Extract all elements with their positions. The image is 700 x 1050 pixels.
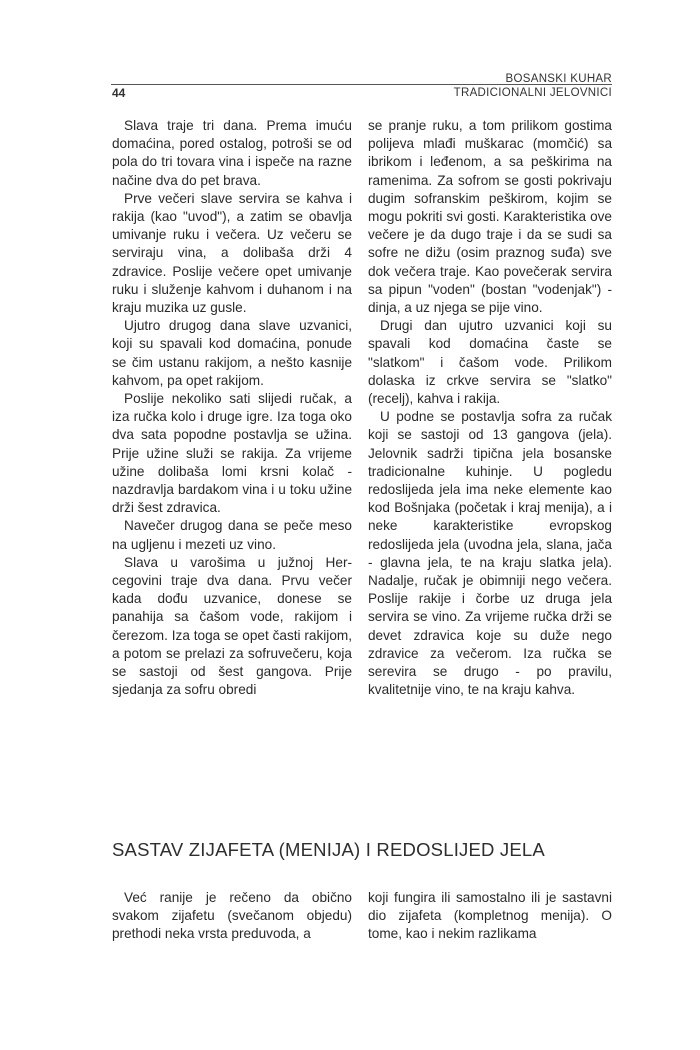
text-column-left	[112, 117, 352, 700]
paragraph: U podne se postavlja sofra za ručak koji se sastoji od 13 gangova (jela). Jelovnik sadrži tipična jela bosanske tradicionalne kuhinje. U pogledu redoslijeda jela ima neke elemente kao kod Bošnjaka (početak i kraj menija), a i neke karakteristike evropskog redoslijeda jela (uvodna jela, slana, jača - glavna jela, te na kraju slatka jela). Nadalje, ručak je obimniji nego večera. Poslije rakije i čorbe uz druga jela servira se vino. Za vrijeme ručka drži se devet zdravica koje su duže nego zdravice za večerom. Iza ručka se serevira se drugo - po pravilu, kvalitetnije vino, te na kraju kahva.	[368, 409, 612, 698]
paragraph: Slava traje tri dana. Prema imuću domaćina, pored ostalog, potroši se od pola do tri tovara vina i ispeče na razne načine dva do pet brava.	[112, 118, 352, 188]
section-heading: SASTAV ZIJAFETA (MENIJA) I REDOSLIJED JELA	[112, 839, 545, 860]
paragraph: se pranje ruku, a tom prilikom gostima polijeva mlađi muškarac (momčić) sa ibrikom i leđenom, a sa peškirima na ramenima. Za sofrom se gosti pokrivaju dugim sofranskim peškirom, kojim se mogu pokriti svi gosti. Karakteristika ove večere je da dugo traje i da se sudi sa sofre ne dižu (osim praznog suđa) sve dok večera traje. Kao povečerak servira sa pipun "voden" (bostan "vodenjak") - dinja, a uz njega se pije vino.	[368, 118, 612, 316]
paragraph: Prve večeri slave servira se kahva i rakija (kao "uvod"), a zatim se obavlja umivanje ruku i večera. Uz večeru se serviraju vina, a dolibaša drži 4 zdravice. Poslije večere opet umivanje ruku i služenje kahvom i duhanom i na kraju muzika uz gusle.	[112, 190, 352, 316]
running-header	[312, 72, 612, 100]
header-rule	[111, 84, 612, 85]
paragraph: Već ranije je rečeno da obično svakom zijafetu (svečanom objedu) prethodi neka vrsta preduvoda, a	[112, 890, 352, 942]
paragraph: Poslije nekoliko sati slijedi ručak, a iza ručka kolo i druge igre. Iza toga oko dva sata popodne postavlja se užina. Prije užine služi se rakija. Za vrijeme užine dolibaša lomi krsni kolač - nazdravlja bardakom vina i u toku užine drži šest zdravica.	[112, 391, 352, 516]
section-text-right	[368, 889, 612, 944]
chapter-title: TRADICIONALNI JELOVNICI	[453, 87, 612, 99]
book-title: BOSANSKI KUHAR	[505, 73, 612, 85]
page-number: 44	[112, 86, 126, 100]
paragraph: Ujutro drugog dana slave uzvanici, koji su spavali kod domaćina, ponude se čim ustanu rakijom, a nešto kasnije kahvom, pa opet rakijom.	[112, 318, 352, 388]
paragraph: Navečer drugog dana se peče meso na ugljenu i mezeti uz vino.	[112, 518, 352, 552]
section-text-left	[112, 889, 352, 944]
text-column-right	[368, 117, 612, 700]
paragraph: koji fungira ili samostalno ili je sastavni dio zijafeta (kompletnog menija). O tome, kao i nekim razlikama	[368, 890, 612, 942]
paragraph: Slava u varošima u južnoj Hercegovini traje dva dana. Prvu večer kada dođu uzvanice, donese se panahija sa čašom vode, rakijom i čerezom. Iza toga se opet časti rakijom, a potom se prelazi za sofruvečeru, koja se sastoji od šest gangova. Prije sjedanja za sofru obredi	[112, 554, 352, 698]
paragraph: Drugi dan ujutro uzvanici koji su spavali kod domaćina časte se "slatkom" i čašom vode. Prilikom dolaska iz crkve servira se "slatko" (recelj), kahva i rakija.	[368, 318, 612, 407]
